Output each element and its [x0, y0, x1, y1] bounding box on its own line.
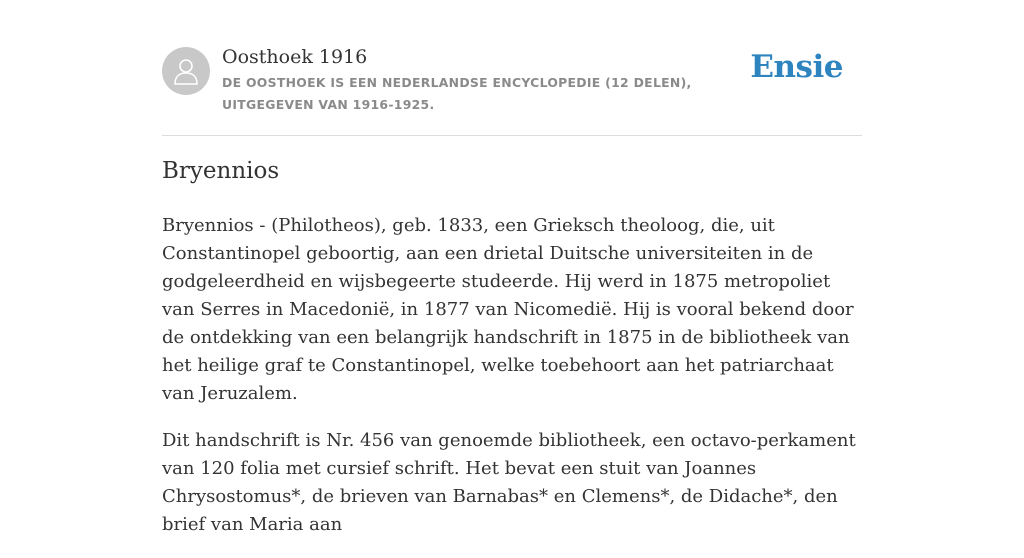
- source-avatar[interactable]: [162, 47, 210, 95]
- source-header: [162, 44, 862, 136]
- source-title[interactable]: Oosthoek 1916: [222, 46, 368, 68]
- user-icon: [173, 57, 199, 85]
- ensie-logo[interactable]: Ensie: [750, 49, 843, 85]
- article-paragraph-1: Bryennios - (Philotheos), geb. 1833, een Grieksch theoloog, die, uit Constantinopel geboortig, aan een drietal Duitsche universiteiten in de godgeleerdheid en wijsbegeerte studeerde. Hij werd in 1875 metropoliet van Serres in Macedonië, in 1877 van Nicomedië. Hij is vooral bekend door de ontdekking van een belangrijk handschrift in 1875 in de bibliotheek van het heilige graf te Constantinopel, welke toebehoort aan het patriarchaat van Jeruzalem.: [162, 215, 854, 404]
- source-description: DE OOSTHOEK IS EEN NEDERLANDSE ENCYCLOPEDIE (12 DELEN), UITGEGEVEN VAN 1916-1925.: [222, 75, 692, 112]
- article-paragraph-2: Dit handschrift is Nr. 456 van genoemde bibliotheek, een octavo-perkament van 120 folia met cursief schrift. Het bevat een stuit van Joannes Chrysostomus*, de brieven van Barnabas* en Clemens*, de Didache*, den brief van Maria aan: [162, 430, 856, 535]
- article-title: Bryennios: [162, 158, 280, 184]
- article-body: [162, 212, 862, 558]
